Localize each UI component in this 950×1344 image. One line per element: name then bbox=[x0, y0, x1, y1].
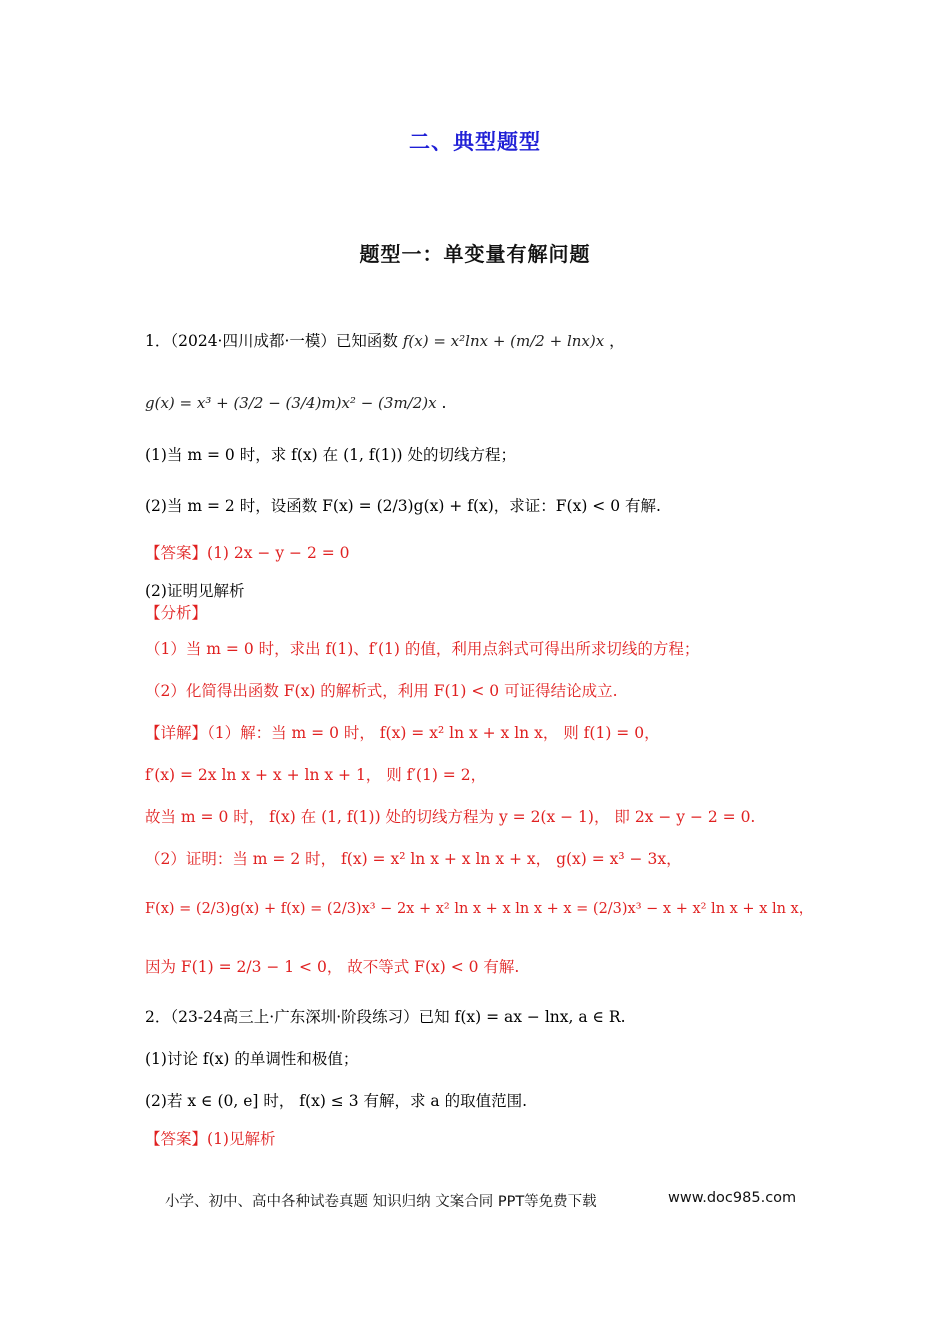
q2-part1: (1)讨论 f(x) 的单调性和极值； bbox=[145, 1050, 359, 1068]
q1-part2: (2)当 m = 2 时，设函数 F(x) = (2/3)g(x) + f(x)，求证：F(x) < 0 有解. bbox=[145, 497, 661, 515]
q1-detail-line-6: 因为 F(1) = 2/3 − 1 < 0， 故不等式 F(x) < 0 有解. bbox=[145, 958, 520, 976]
q2-answer-1: (1)见解析 bbox=[207, 1130, 276, 1148]
section-title: 二、典型题型 bbox=[409, 130, 541, 154]
problem-type-title: 题型一：单变量有解问题 bbox=[359, 242, 591, 266]
q1-intro-line: 1．（2024·四川成都·一模）已知函数 f(x) = x²lnx + (m/2 + lnx)x ， bbox=[145, 332, 625, 350]
q1-answer-2: (2)证明见解析 bbox=[145, 582, 245, 600]
q1-part1: (1)当 m = 0 时，求 f(x) 在 (1, f(1)) 处的切线方程； bbox=[145, 446, 516, 464]
q1-g-definition: g(x) = x³ + (3/2 − (3/4)m)x² − (3m/2)x bbox=[145, 394, 437, 412]
q2-part2: (2)若 x ∈ (0, e] 时， f(x) ≤ 3 有解，求 a 的取值范围. bbox=[145, 1092, 528, 1110]
q1-answer-1: (1) 2x − y − 2 = 0 bbox=[207, 544, 350, 562]
answer-tag: 【答案】 bbox=[145, 1130, 208, 1148]
q1-source: 1．（2024·四川成都·一模）已知函数 bbox=[145, 332, 398, 350]
q1-g-line: g(x) = x³ + (3/2 − (3/4)m)x² − (3m/2)x . bbox=[145, 394, 447, 412]
q1-detail-line-5: F(x) = (2/3)g(x) + f(x) = (2/3)x³ − 2x + x² ln x + x ln x + x = (2/3)x³ − x + x² ln x + x ln x， bbox=[145, 901, 814, 917]
q1-analysis-1: （1）当 m = 0 时，求出 f(1)、f′(1) 的值，利用点斜式可得出所求切线的方程； bbox=[145, 640, 700, 658]
q1-answer-line bbox=[145, 542, 350, 564]
q1-analysis-2: （2）化简得出函数 F(x) 的解析式，利用 F(1) < 0 可证得结论成立. bbox=[145, 682, 618, 700]
detail-tag: 【详解】 bbox=[145, 724, 208, 742]
q1-detail-line-2: f′(x) = 2x ln x + x + ln x + 1， 则 f′(1) = 2， bbox=[145, 766, 487, 784]
q2-intro-line: 2．（23-24高三上·广东深圳·阶段练习）已知 f(x) = ax − lnx, a ∈ R. bbox=[145, 1008, 626, 1026]
q1-detail-line-4: （2）证明：当 m = 2 时， f(x) = x² ln x + x ln x + x， g(x) = x³ − 3x， bbox=[145, 850, 682, 868]
answer-tag: 【答案】 bbox=[145, 544, 208, 562]
q1-f-definition: f(x) = x²lnx + (m/2 + lnx)x bbox=[402, 332, 605, 350]
q1-detail-line-1: 【详解】（1）解：当 m = 0 时， f(x) = x² ln x + x ln x， 则 f(1) = 0， bbox=[145, 724, 660, 742]
q2-answer-line bbox=[145, 1128, 275, 1150]
analysis-tag: 【分析】 bbox=[145, 604, 208, 622]
q1-detail-line-3: 故当 m = 0 时， f(x) 在 (1, f(1)) 处的切线方程为 y = 2(x − 1)， 即 2x − y − 2 = 0. bbox=[145, 808, 756, 826]
footer-text: 小学、初中、高中各种试卷真题 知识归纳 文案合同 PPT等免费下载 bbox=[165, 1194, 597, 1210]
footer-link[interactable]: www.doc985.com bbox=[668, 1190, 797, 1206]
